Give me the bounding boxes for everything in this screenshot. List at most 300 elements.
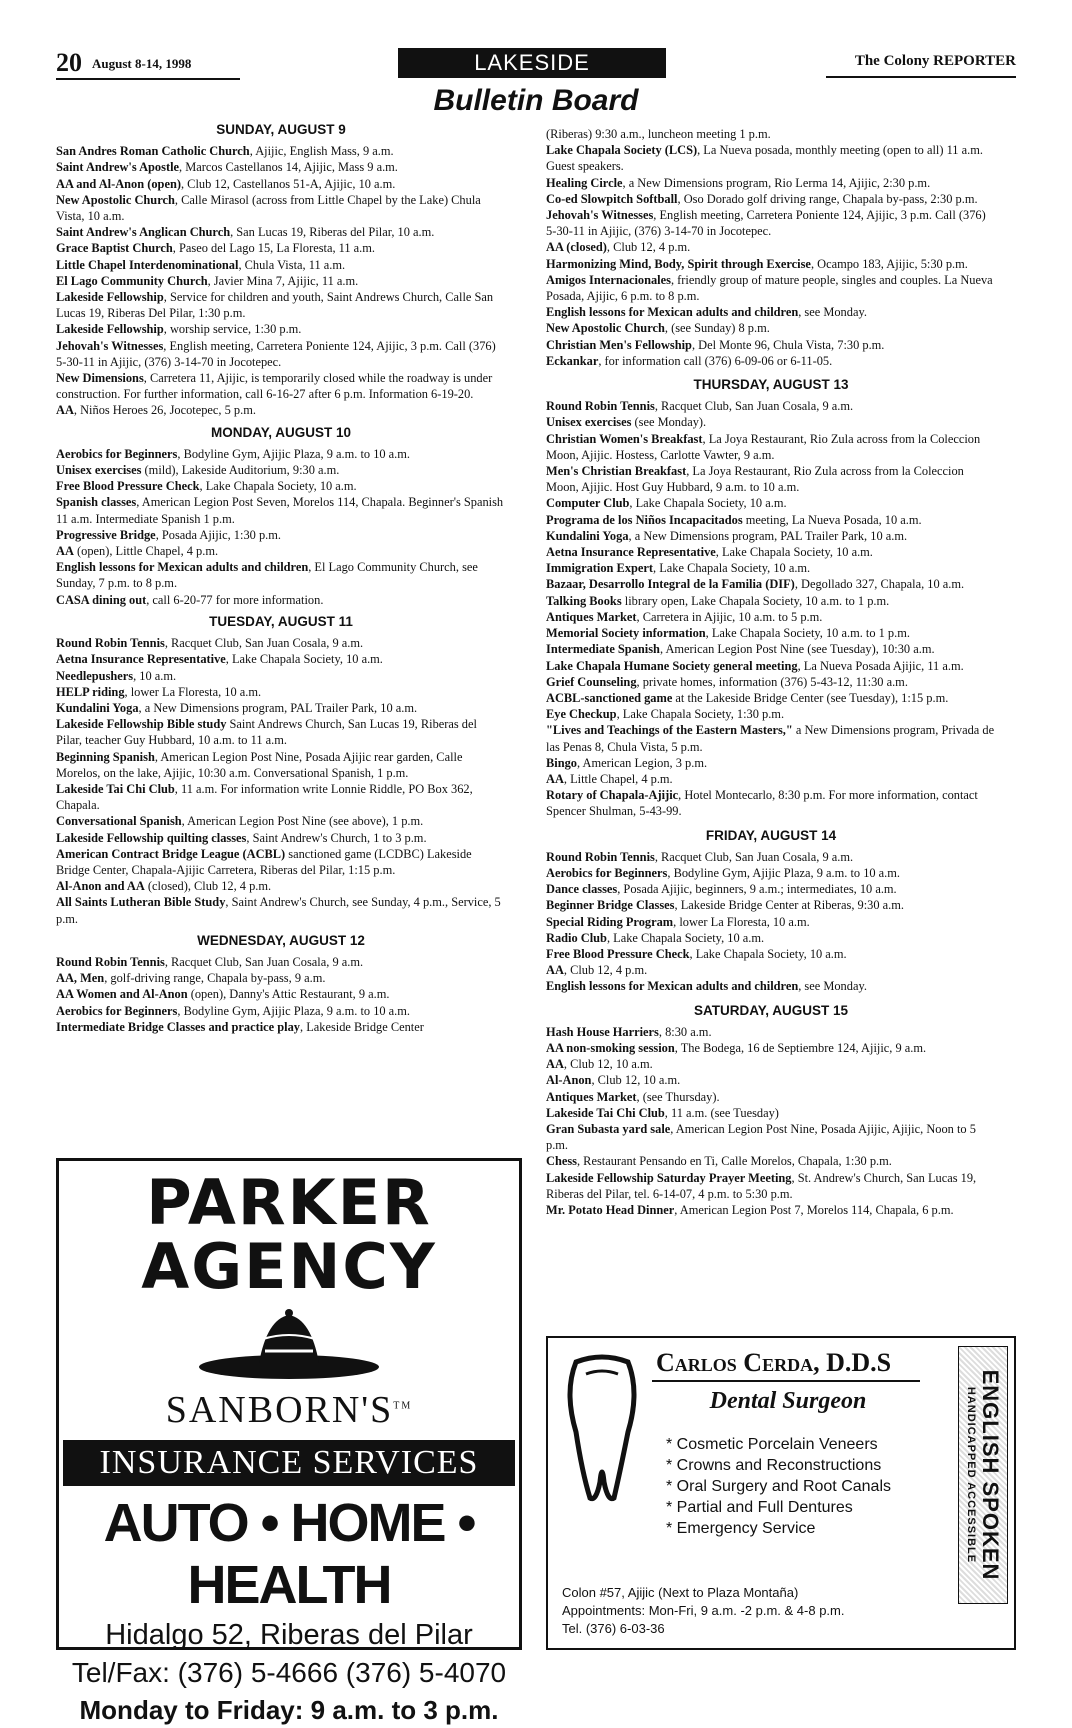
- date-rule: [56, 78, 240, 80]
- listing-name: Round Robin Tennis: [56, 636, 165, 651]
- listing-name: Little Chapel Interdenominational: [56, 257, 239, 272]
- listing-entry: [56, 289, 506, 321]
- listing-entry: [546, 191, 996, 207]
- listing-details: , Little Chapel, 4 p.m.: [563, 771, 673, 786]
- listing-details: , Hotel Montecarlo, 8:30 p.m. For more information, contact Spencer Shulman, 5-43-99.: [546, 788, 978, 819]
- day-heading: MONDAY, AUGUST 10: [210, 424, 352, 440]
- english-spoken-label: ENGLISH SPOKEN: [978, 1369, 1003, 1581]
- listing-details: , Lake Chapala Society, 10 a.m.: [225, 652, 383, 667]
- listing-name: San Andres Roman Catholic Church: [56, 144, 250, 159]
- listing-entry: [546, 865, 996, 881]
- listing-details: , Club 12, 4 p.m.: [606, 240, 691, 255]
- listing-details: , Service for children and youth, Saint Andrews Church, Calle San Lucas 19, Riberas Del Pilar, 1:30 p.m.: [56, 290, 494, 321]
- listing-details: , Lake Chapala Society, 10 a.m.: [653, 561, 811, 576]
- listing-entry: [56, 830, 506, 846]
- listing-name: AA: [56, 544, 74, 559]
- listing-name: Grace Baptist Church: [56, 241, 173, 256]
- listing-details: , Posada Ajijic, 1:30 p.m.: [155, 527, 281, 542]
- handicapped-accessible-label: HANDICAPPED ACCESSIBLE: [965, 1386, 977, 1564]
- listing-name: Bingo: [546, 755, 577, 770]
- listing-entry: [56, 446, 506, 462]
- listing-entry: [56, 527, 506, 543]
- listing-entry: [56, 370, 506, 402]
- listing-name: Lakeside Tai Chi Club: [56, 781, 175, 796]
- listing-entry: [546, 978, 996, 994]
- listing-details: , El Lago Community Church, see Sunday, 7 p.m. to 8 p.m.: [56, 560, 478, 591]
- listing-entry: [56, 338, 506, 370]
- listing-name: Immigration Expert: [546, 561, 654, 576]
- listing-entry: [546, 320, 996, 336]
- listing-entry: [56, 749, 506, 781]
- listing-details: , Bodyline Gym, Ajijic Plaza, 9 a.m. to 10 a.m.: [177, 1003, 411, 1018]
- listing-name: Al-Anon: [546, 1073, 592, 1088]
- listing-details: , Lake Chapala Society, 10 a.m.: [606, 930, 765, 945]
- listing-name: American Contract Bridge League (ACBL): [56, 846, 286, 861]
- listing-name: Christian Women's Breakfast: [546, 431, 703, 446]
- listing-entry: [546, 1056, 996, 1072]
- listing-name: "Lives and Teachings of the Eastern Masters,": [546, 723, 793, 738]
- listing-name: Jehovah's Witnesses: [56, 338, 164, 353]
- listing-entry: [546, 1105, 996, 1121]
- service-item: * Emergency Service: [666, 1518, 891, 1539]
- listing-details: , Racquet Club, San Juan Cosala, 9 a.m.: [654, 849, 854, 864]
- left-column: [56, 116, 506, 1035]
- listing-entry: [56, 846, 506, 878]
- listing-details: , Del Monte 96, Chula Vista, 7:30 p.m.: [691, 337, 885, 352]
- listing-entry: [56, 781, 506, 813]
- listing-entry: [56, 224, 506, 240]
- listing-name: Unisex exercises: [56, 463, 142, 478]
- listing-entry: [546, 256, 996, 272]
- listing-entry: [546, 175, 996, 191]
- listing-details: , Ocampo 183, Ajijic, 5:30 p.m.: [810, 256, 968, 271]
- listing-name: AA: [546, 1057, 564, 1072]
- listing-name: Eye Checkup: [546, 707, 617, 722]
- listing-name: Bazaar, Desarrollo Integral de la Familia (DIF): [546, 577, 795, 592]
- listing-details: , golf-driving range, Chapala by-pass, 9 a.m.: [104, 971, 326, 986]
- listing-entry: [56, 543, 506, 559]
- listing-name: Aerobics for Beginners: [546, 865, 668, 880]
- listing-details: , The Bodega, 16 de Septiembre 124, Ajijic, 9 a.m.: [674, 1040, 927, 1055]
- listing-entry: [546, 722, 996, 754]
- listing-details: , Posada Ajijic, beginners, 9 a.m.; intermediates, 10 a.m.: [617, 882, 897, 897]
- listing-entry: [546, 593, 996, 609]
- listing-name: Beginner Bridge Classes: [546, 898, 675, 913]
- listing-entry: [546, 881, 996, 897]
- dentist-name-rule: [652, 1380, 920, 1382]
- listing-entry: [546, 1170, 996, 1202]
- listing-entry: [546, 1121, 996, 1153]
- listing-details: , Chula Vista, 11 a.m.: [238, 257, 346, 272]
- listing-details: , Bodyline Gym, Ajijic Plaza, 9 a.m. to 10 a.m.: [667, 865, 901, 880]
- listing-entry: [56, 635, 506, 651]
- listing-details: , 11 a.m. For information write Lonnie Riddle, PO Box 362, Chapala.: [56, 781, 473, 813]
- listing-name: Kundalini Yoga: [546, 528, 629, 543]
- listing-entry: [546, 398, 996, 414]
- listing-details: , Restaurant Pensando en Ti, Calle Morelos, Chapala, 1:30 p.m.: [576, 1154, 892, 1169]
- listing-entry: [546, 576, 996, 592]
- listing-name: Spanish classes: [56, 495, 137, 510]
- listing-entry: [546, 304, 996, 320]
- listing-name: Programa de los Niños Incapacitados: [546, 512, 743, 527]
- listing-entry: [56, 668, 506, 684]
- listing-details: , Lake Chapala Society, 10 a.m.: [715, 545, 873, 560]
- listing-details: (open), Danny's Attic Restaurant, 9 a.m.: [187, 987, 390, 1002]
- listing-entry: [56, 651, 506, 667]
- listing-details: , English meeting, Carretera Poniente 124, Ajijic, 3 p.m. Call (376) 5-30-11 in Ajijic, (376) 3-14-70 in Jocotepec.: [56, 338, 496, 369]
- listing-entry: [546, 560, 996, 576]
- listing-details: , Racquet Club, San Juan Cosala, 9 a.m.: [654, 399, 854, 414]
- listing-name: Lake Chapala Society (LCS): [546, 143, 698, 158]
- listing-details: , Lake Chapala Society, 10 a.m.: [629, 496, 787, 511]
- sombrero-icon: [189, 1305, 389, 1391]
- listing-name: AA: [546, 771, 564, 786]
- listing-entry: [546, 641, 996, 657]
- listing-entry: [546, 239, 996, 255]
- listing-entry: [546, 625, 996, 641]
- listing-details: (see Monday).: [631, 415, 707, 430]
- english-spoken-text: [964, 1370, 1002, 1581]
- listing-name: Antiques Market: [546, 1089, 637, 1104]
- listing-details: , Javier Mina 7, Ajijic, 11 a.m.: [207, 273, 359, 288]
- listing-details: , American Legion Post Nine (see above), 1 p.m.: [181, 814, 424, 829]
- listing-entry: [546, 126, 996, 142]
- listing-entry: [56, 1019, 506, 1035]
- listing-name: Special Riding Program: [546, 914, 674, 929]
- listing-entry: [546, 897, 996, 913]
- listing-details: meeting, La Nueva Posada, 10 a.m.: [742, 512, 922, 527]
- listing-entry: [56, 462, 506, 478]
- listing-details: , private homes, information (376) 5-43-12, 11:30 a.m.: [636, 674, 908, 689]
- listing-entry: [546, 544, 996, 560]
- listing-details: , 10 a.m.: [133, 668, 177, 683]
- listing-entry: [546, 771, 996, 787]
- listing-details: , Club 12, 10 a.m.: [591, 1073, 681, 1088]
- listing-entry: [546, 946, 996, 962]
- listing-details: , Racquet Club, San Juan Cosala, 9 a.m.: [164, 954, 364, 969]
- listing-entry: [546, 690, 996, 706]
- listing-name: AA and Al-Anon (open): [56, 176, 181, 191]
- listing-name: Unisex exercises: [546, 415, 632, 430]
- day-heading: FRIDAY, AUGUST 14: [705, 827, 837, 843]
- listing-details: , Niños Heroes 26, Jocotepec, 5 p.m.: [73, 403, 256, 418]
- listing-entry: [546, 528, 996, 544]
- listing-details: , 8:30 a.m.: [658, 1024, 712, 1039]
- listing-entry: [546, 463, 996, 495]
- listing-entry: [56, 894, 506, 926]
- listing-name: AA: [546, 963, 564, 978]
- listing-name: Eckankar: [546, 353, 599, 368]
- listing-name: El Lago Community Church: [56, 273, 208, 288]
- listing-entry: [56, 159, 506, 175]
- listing-name: Gran Subasta yard sale: [546, 1121, 671, 1136]
- listing-details: , for information call (376) 6-09-06 or 6-11-05.: [598, 353, 833, 368]
- listing-name: Lakeside Fellowship: [56, 290, 164, 305]
- listing-name: Conversational Spanish: [56, 814, 182, 829]
- listing-name: Dance classes: [546, 882, 618, 897]
- dentist-title: Dental Surgeon: [709, 1388, 867, 1414]
- listing-entry: [546, 1202, 996, 1218]
- listing-name: Healing Circle: [546, 175, 623, 190]
- listing-name: Lake Chapala Humane Society general meeting: [546, 658, 798, 673]
- paper-rule: [826, 76, 1016, 78]
- day-heading: SATURDAY, AUGUST 15: [693, 1002, 849, 1018]
- listing-details: , a New Dimensions program, PAL Trailer Park, 10 a.m.: [628, 528, 908, 543]
- parker-name-line2: AGENCY: [141, 1230, 437, 1303]
- listing-entry: [546, 674, 996, 690]
- listing-name: Round Robin Tennis: [546, 399, 655, 414]
- listing-name: New Apostolic Church: [546, 321, 665, 336]
- listing-entry: [56, 402, 506, 418]
- listing-entry: [56, 684, 506, 700]
- listing-name: Intermediate Bridge Classes and practice play: [56, 1019, 301, 1034]
- listing-details: , 11 a.m. (see Tuesday): [664, 1105, 779, 1120]
- listing-name: Lakeside Fellowship: [56, 322, 164, 337]
- listing-entry: [56, 954, 506, 970]
- listing-entry: [546, 658, 996, 674]
- listing-details: , a New Dimensions program, Rio Lerma 14, Ajijic, 2:30 p.m.: [622, 175, 931, 190]
- listing-name: Rotary of Chapala-Ajijic: [546, 788, 679, 803]
- listing-entry: [546, 512, 996, 528]
- listing-entry: [56, 559, 506, 591]
- listing-details: , Club 12, 10 a.m.: [563, 1057, 653, 1072]
- listing-name: Lakeside Fellowship quilting classes: [56, 830, 247, 845]
- listing-entry: [56, 1003, 506, 1019]
- listing-details: , American Legion Post Nine, Posada Ajijic rear garden, Calle Morelos, on the lake, Ajijic, 10:30 a.m. Conversational Spanish, 1 p.m.: [56, 749, 463, 780]
- listing-entry: [56, 192, 506, 224]
- dentist-address: Colon #57, Ajijic (Next to Plaza Montaña): [562, 1585, 799, 1600]
- listing-details: , Oso Dorado golf driving range, Chapala by-pass, 2:30 p.m.: [677, 191, 978, 206]
- listing-details: (mild), Lakeside Auditorium, 9:30 a.m.: [141, 463, 340, 478]
- listing-name: Lakeside Fellowship Saturday Prayer Meeting: [546, 1170, 792, 1185]
- listing-entry: [546, 609, 996, 625]
- listing-details: , St. Andrew's Church, San Lucas 19, Riberas del Pilar, tel. 6-14-07, 4 p.m. to 5:30 p.m.: [546, 1170, 977, 1201]
- listing-entry: [546, 272, 996, 304]
- listing-details: , Saint Andrew's Church, 1 to 3 p.m.: [246, 830, 427, 845]
- listing-details: , English meeting, Carretera Poniente 124, Ajijic, 3 p.m. Call (376) 5-30-11 in Ajijic, (376) 3-14-70 in Jocotepec.: [546, 208, 986, 239]
- listing-name: Computer Club: [546, 496, 630, 511]
- dentist-tel: Tel. (376) 6-03-36: [562, 1621, 665, 1636]
- listing-name: Chess: [546, 1154, 577, 1169]
- listing-details: Saint Andrews Church, San Lucas 19, Riberas del Pilar, teacher Guy Hubbard, 10 a.m. to 11 a.m.: [56, 717, 477, 748]
- listing-name: Radio Club: [546, 930, 607, 945]
- listing-entry: [546, 353, 996, 369]
- service-item: * Cosmetic Porcelain Veneers: [666, 1434, 891, 1455]
- parker-agency-name: [59, 1166, 519, 1303]
- listing-details: , Lakeside Bridge Center: [300, 1019, 424, 1034]
- listing-details: , La Nueva Posada Ajijic, 11 a.m.: [797, 658, 964, 673]
- listing-name: Aerobics for Beginners: [56, 446, 178, 461]
- listing-entry: [56, 143, 506, 159]
- listing-name: Aetna Insurance Representative: [56, 652, 226, 667]
- dentist-services: [666, 1434, 891, 1539]
- listing-details: , La Joya Restaurant, Rio Zula across from la Coleccion Moon, Ajijic. Hostess, Carlotte Vawter, 9 a.m.: [546, 431, 981, 462]
- listing-entry: [546, 207, 996, 239]
- listing-details: library open, Lake Chapala Society, 10 a.m. to 1 p.m.: [621, 593, 890, 608]
- listing-name: Lakeside Fellowship Bible study: [56, 717, 227, 732]
- listing-entry: [56, 240, 506, 256]
- dentist-contact: [562, 1584, 844, 1638]
- trademark-mark: TM: [393, 1400, 413, 1412]
- listing-details: , American Legion Post Nine (see Tuesday), 10:30 a.m.: [659, 642, 935, 657]
- listing-name: Saint Andrew's Anglican Church: [56, 225, 231, 240]
- service-item: * Partial and Full Dentures: [666, 1497, 891, 1518]
- listing-details: , lower La Floresta, 10 a.m.: [673, 914, 810, 929]
- listing-name: Antiques Market: [546, 609, 637, 624]
- listing-details: , a New Dimensions program, PAL Trailer Park, 10 a.m.: [138, 700, 418, 715]
- listing-entry: [56, 700, 506, 716]
- listing-details: , American Legion, 3 p.m.: [577, 755, 708, 770]
- listing-details: , Club 12, 4 p.m.: [563, 963, 648, 978]
- listing-name: Progressive Bridge: [56, 527, 156, 542]
- listing-details: , Marcos Castellanos 14, Ajijic, Mass 9 a.m.: [179, 160, 398, 175]
- listing-details: , Degollado 327, Chapala, 10 a.m.: [794, 577, 965, 592]
- listing-name: Mr. Potato Head Dinner: [546, 1203, 675, 1217]
- listing-name: Grief Counseling: [546, 674, 637, 689]
- listing-name: New Apostolic Church: [56, 192, 175, 207]
- insurance-services-band: INSURANCE SERVICES: [63, 1440, 515, 1486]
- listing-entry: [546, 431, 996, 463]
- listing-details: a New Dimensions program, Privada de las Penas 8, Chula Vista, 5 p.m.: [546, 723, 995, 754]
- service-item: * Crowns and Reconstructions: [666, 1455, 891, 1476]
- listing-entry: [56, 321, 506, 337]
- day-heading: TUESDAY, AUGUST 11: [209, 613, 353, 629]
- listing-name: AA, Men: [56, 971, 105, 986]
- listing-details: , see Monday.: [798, 305, 867, 320]
- listing-details: , (see Thursday).: [636, 1089, 720, 1104]
- listing-details: , American Legion Post Nine, Posada Ajijic, Ajijic, Noon to 5 p.m.: [546, 1121, 976, 1153]
- listing-details: , Racquet Club, San Juan Cosala, 9 a.m.: [164, 636, 364, 651]
- listing-details: , Carretera in Ajijic, 10 a.m. to 5 p.m.: [636, 609, 823, 624]
- listing-details: , Club 12, Castellanos 51-A, Ajijic, 10 a.m.: [180, 176, 396, 191]
- listing-entry: [56, 592, 506, 608]
- listing-entry: [56, 257, 506, 273]
- listing-name: Aetna Insurance Representative: [546, 545, 716, 560]
- listing-details: , Carretera 11, Ajijic, is temporarily closed while the roadway is under construction. For further information, call 6-16-27 after 6 p.m. Information 6-19-20.: [56, 371, 493, 402]
- listing-entry: [56, 986, 506, 1002]
- listing-details: , Lake Chapala Society, 10 a.m.: [199, 479, 357, 494]
- listing-name: Harmonizing Mind, Body, Spirit through Exercise: [546, 256, 811, 271]
- listing-name: AA non-smoking session: [546, 1040, 675, 1055]
- listing-entry: [56, 176, 506, 192]
- service-item: * Oral Surgery and Root Canals: [666, 1476, 891, 1497]
- listing-name: AA Women and Al-Anon: [56, 987, 188, 1002]
- listing-entry: [56, 716, 506, 748]
- listing-name: English lessons for Mexican adults and children: [56, 560, 309, 575]
- right-column: [546, 126, 996, 1218]
- listing-details: , Bodyline Gym, Ajijic Plaza, 9 a.m. to 10 a.m.: [177, 446, 411, 461]
- listing-details: , lower La Floresta, 10 a.m.: [124, 684, 262, 699]
- listing-entry: [546, 755, 996, 771]
- listing-entry: [546, 914, 996, 930]
- listing-entry: [546, 337, 996, 353]
- listing-details: , Calle Mirasol (across from Little Chapel by the Lake) Chula Vista, 10 a.m.: [56, 192, 481, 224]
- listing-details: , La Joya Restaurant, Rio Zula across from la Coleccion Moon, Ajijic. Host Guy Hubbard, 9 a.m. to 10 a.m.: [546, 464, 964, 495]
- parker-name-line1: PARKER: [146, 1166, 432, 1239]
- listing-name: Memorial Society information: [546, 626, 706, 641]
- listing-name: HELP riding: [56, 684, 125, 699]
- issue-date: August 8-14, 1998: [92, 56, 192, 71]
- listing-name: Kundalini Yoga: [56, 700, 139, 715]
- listing-name: ACBL-sanctioned game: [546, 690, 673, 705]
- listing-entry: [546, 1040, 996, 1056]
- board-title: Bulletin Board: [433, 84, 639, 117]
- listing-details: , Lake Chapala Society, 1:30 p.m.: [616, 707, 785, 722]
- listing-details: (open), Little Chapel, 4 p.m.: [73, 544, 219, 559]
- masthead: [56, 48, 1016, 84]
- listing-name: CASA dining out: [56, 592, 147, 607]
- parker-hours: Monday to Friday: 9 a.m. to 3 p.m.: [79, 1695, 499, 1725]
- listing-entry: [56, 813, 506, 829]
- listing-name: Free Blood Pressure Check: [546, 946, 690, 961]
- listing-name: Jehovah's Witnesses: [546, 208, 654, 223]
- listing-details: , Lake Chapala Society, 10 a.m. to 1 p.m.: [705, 626, 910, 641]
- listing-entry: [56, 494, 506, 526]
- listing-name: Free Blood Pressure Check: [56, 479, 200, 494]
- listing-entry: [546, 495, 996, 511]
- listing-name: Beginning Spanish: [56, 749, 155, 764]
- sanborns-brand: [59, 1388, 519, 1432]
- listing-name: Lakeside Tai Chi Club: [546, 1105, 665, 1120]
- listing-entry: [56, 478, 506, 494]
- listing-entry: [546, 1072, 996, 1088]
- listing-name: All Saints Lutheran Bible Study: [56, 895, 226, 910]
- listing-name: English lessons for Mexican adults and children: [546, 305, 799, 320]
- listing-details: , Saint Andrew's Church, see Sunday, 4 p.m., Service, 5 p.m.: [56, 895, 501, 926]
- day-heading: WEDNESDAY, AUGUST 12: [197, 932, 365, 948]
- listing-details: sanctioned game (LCDBC) Lakeside Bridge Center, Chapala-Ajijic Carretera, Riberas del Pilar, 1:15 p.m.: [56, 846, 472, 877]
- listing-name: Talking Books: [546, 593, 622, 608]
- listing-name: Hash House Harriers: [546, 1024, 659, 1039]
- listing-details: , call 6-20-77 for more information.: [146, 592, 324, 607]
- paper-name: The Colony REPORTER: [854, 53, 1016, 69]
- listing-entry: [56, 970, 506, 986]
- listing-entry: [546, 962, 996, 978]
- listing-name: AA: [56, 403, 74, 418]
- listing-entry: [546, 142, 996, 174]
- insurance-lines: AUTO • HOME • HEALTH: [103, 1493, 475, 1615]
- english-spoken-panel: [958, 1346, 1008, 1604]
- listing-entry: [546, 706, 996, 722]
- sanborns-brand-text: SANBORN'S: [165, 1389, 394, 1431]
- listing-details: , American Legion Post 7, Morelos 114, Chapala, 6 p.m.: [674, 1203, 954, 1217]
- listing-name: Al-Anon and AA: [56, 879, 145, 894]
- listing-entry: [546, 1153, 996, 1169]
- parker-agency-ad: [56, 1158, 522, 1725]
- listing-details: , Ajijic, English Mass, 9 a.m.: [249, 144, 394, 159]
- parker-phone: Tel/Fax: (376) 5-4666 (376) 5-4070: [71, 1657, 507, 1688]
- listing-details: , see Monday.: [798, 979, 867, 994]
- listing-name: New Dimensions: [56, 371, 144, 386]
- listing-entry: [546, 1024, 996, 1040]
- dentist-appointments: Appointments: Mon-Fri, 9 a.m. -2 p.m. & 4-8 p.m.: [562, 1603, 845, 1618]
- listing-entry: [546, 930, 996, 946]
- day-heading: THURSDAY, AUGUST 13: [693, 377, 849, 393]
- listing-name: English lessons for Mexican adults and children: [546, 979, 799, 994]
- listing-name: Intermediate Spanish: [546, 642, 660, 657]
- listing-name: Amigos Internacionales: [546, 272, 671, 287]
- listing-details: , Lakeside Bridge Center at Riberas, 9:30 a.m.: [674, 898, 905, 913]
- listing-details: , worship service, 1:30 p.m.: [163, 322, 302, 337]
- listing-name: Christian Men's Fellowship: [546, 337, 692, 352]
- listing-entry: [546, 1089, 996, 1105]
- listing-details: , Paseo del Lago 15, La Floresta, 11 a.m.: [172, 241, 376, 256]
- listing-details: , American Legion Post Seven, Morelos 114, Chapala. Beginner's Spanish 11 a.m. Intermediate Spanish 1 p.m.: [56, 495, 504, 526]
- listing-name: Men's Christian Breakfast: [546, 464, 687, 479]
- listing-name: Round Robin Tennis: [56, 954, 165, 969]
- day-heading: SUNDAY, AUGUST 9: [216, 122, 346, 137]
- listing-entry: [546, 787, 996, 819]
